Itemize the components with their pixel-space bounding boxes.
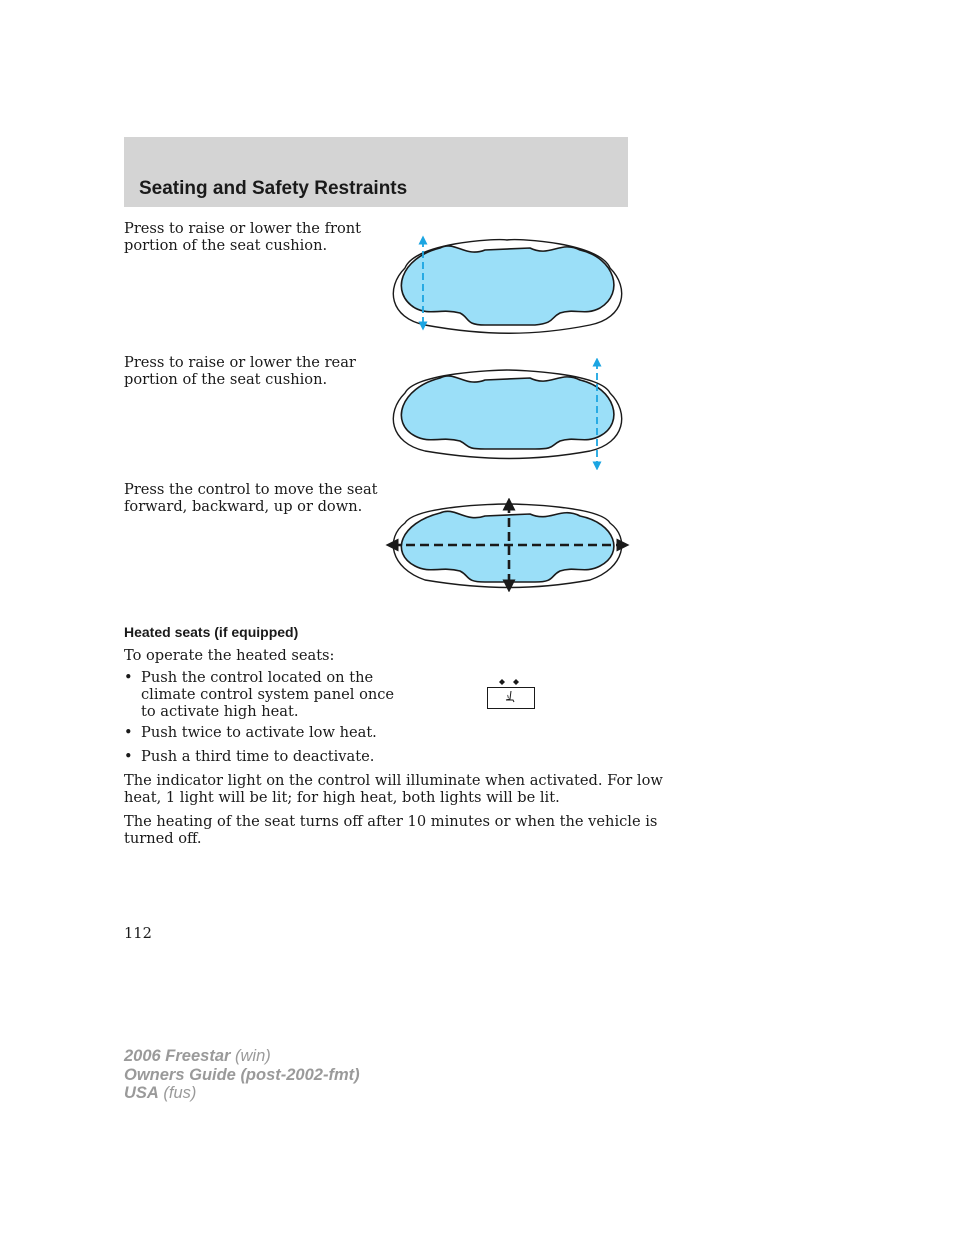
heated-seats-heading: Heated seats (if equipped) [124, 624, 299, 640]
indicator-light-text: The indicator light on the control will illuminate when activated. For low heat, 1 light will be lit; for high heat, both lights will be lit. [124, 772, 663, 806]
heated-seat-icon [486, 678, 536, 710]
section-title: Seating and Safety Restraints [139, 178, 408, 199]
front-cushion-text: Press to raise or lower the front portion of the seat cushion. [124, 220, 362, 254]
page-number: 112 [124, 925, 152, 942]
heat-turnoff-text: The heating of the seat turns off after 10 minutes or when the vehicle is turned off. [124, 813, 658, 847]
seat-cushion-front-diagram [385, 228, 630, 338]
document-footer: 2006 Freestar (win) Owners Guide (post-2002-fmt) USA (fus) [124, 1047, 360, 1103]
seat-cross-diagram [385, 498, 630, 592]
heated-intro: To operate the heated seats: [124, 647, 335, 664]
seat-move-text: Press the control to move the seat forward, backward, up or down. [124, 481, 378, 515]
seat-cushion-rear-diagram [385, 358, 630, 470]
rear-cushion-text: Press to raise or lower the rear portion of the seat cushion. [124, 354, 356, 388]
